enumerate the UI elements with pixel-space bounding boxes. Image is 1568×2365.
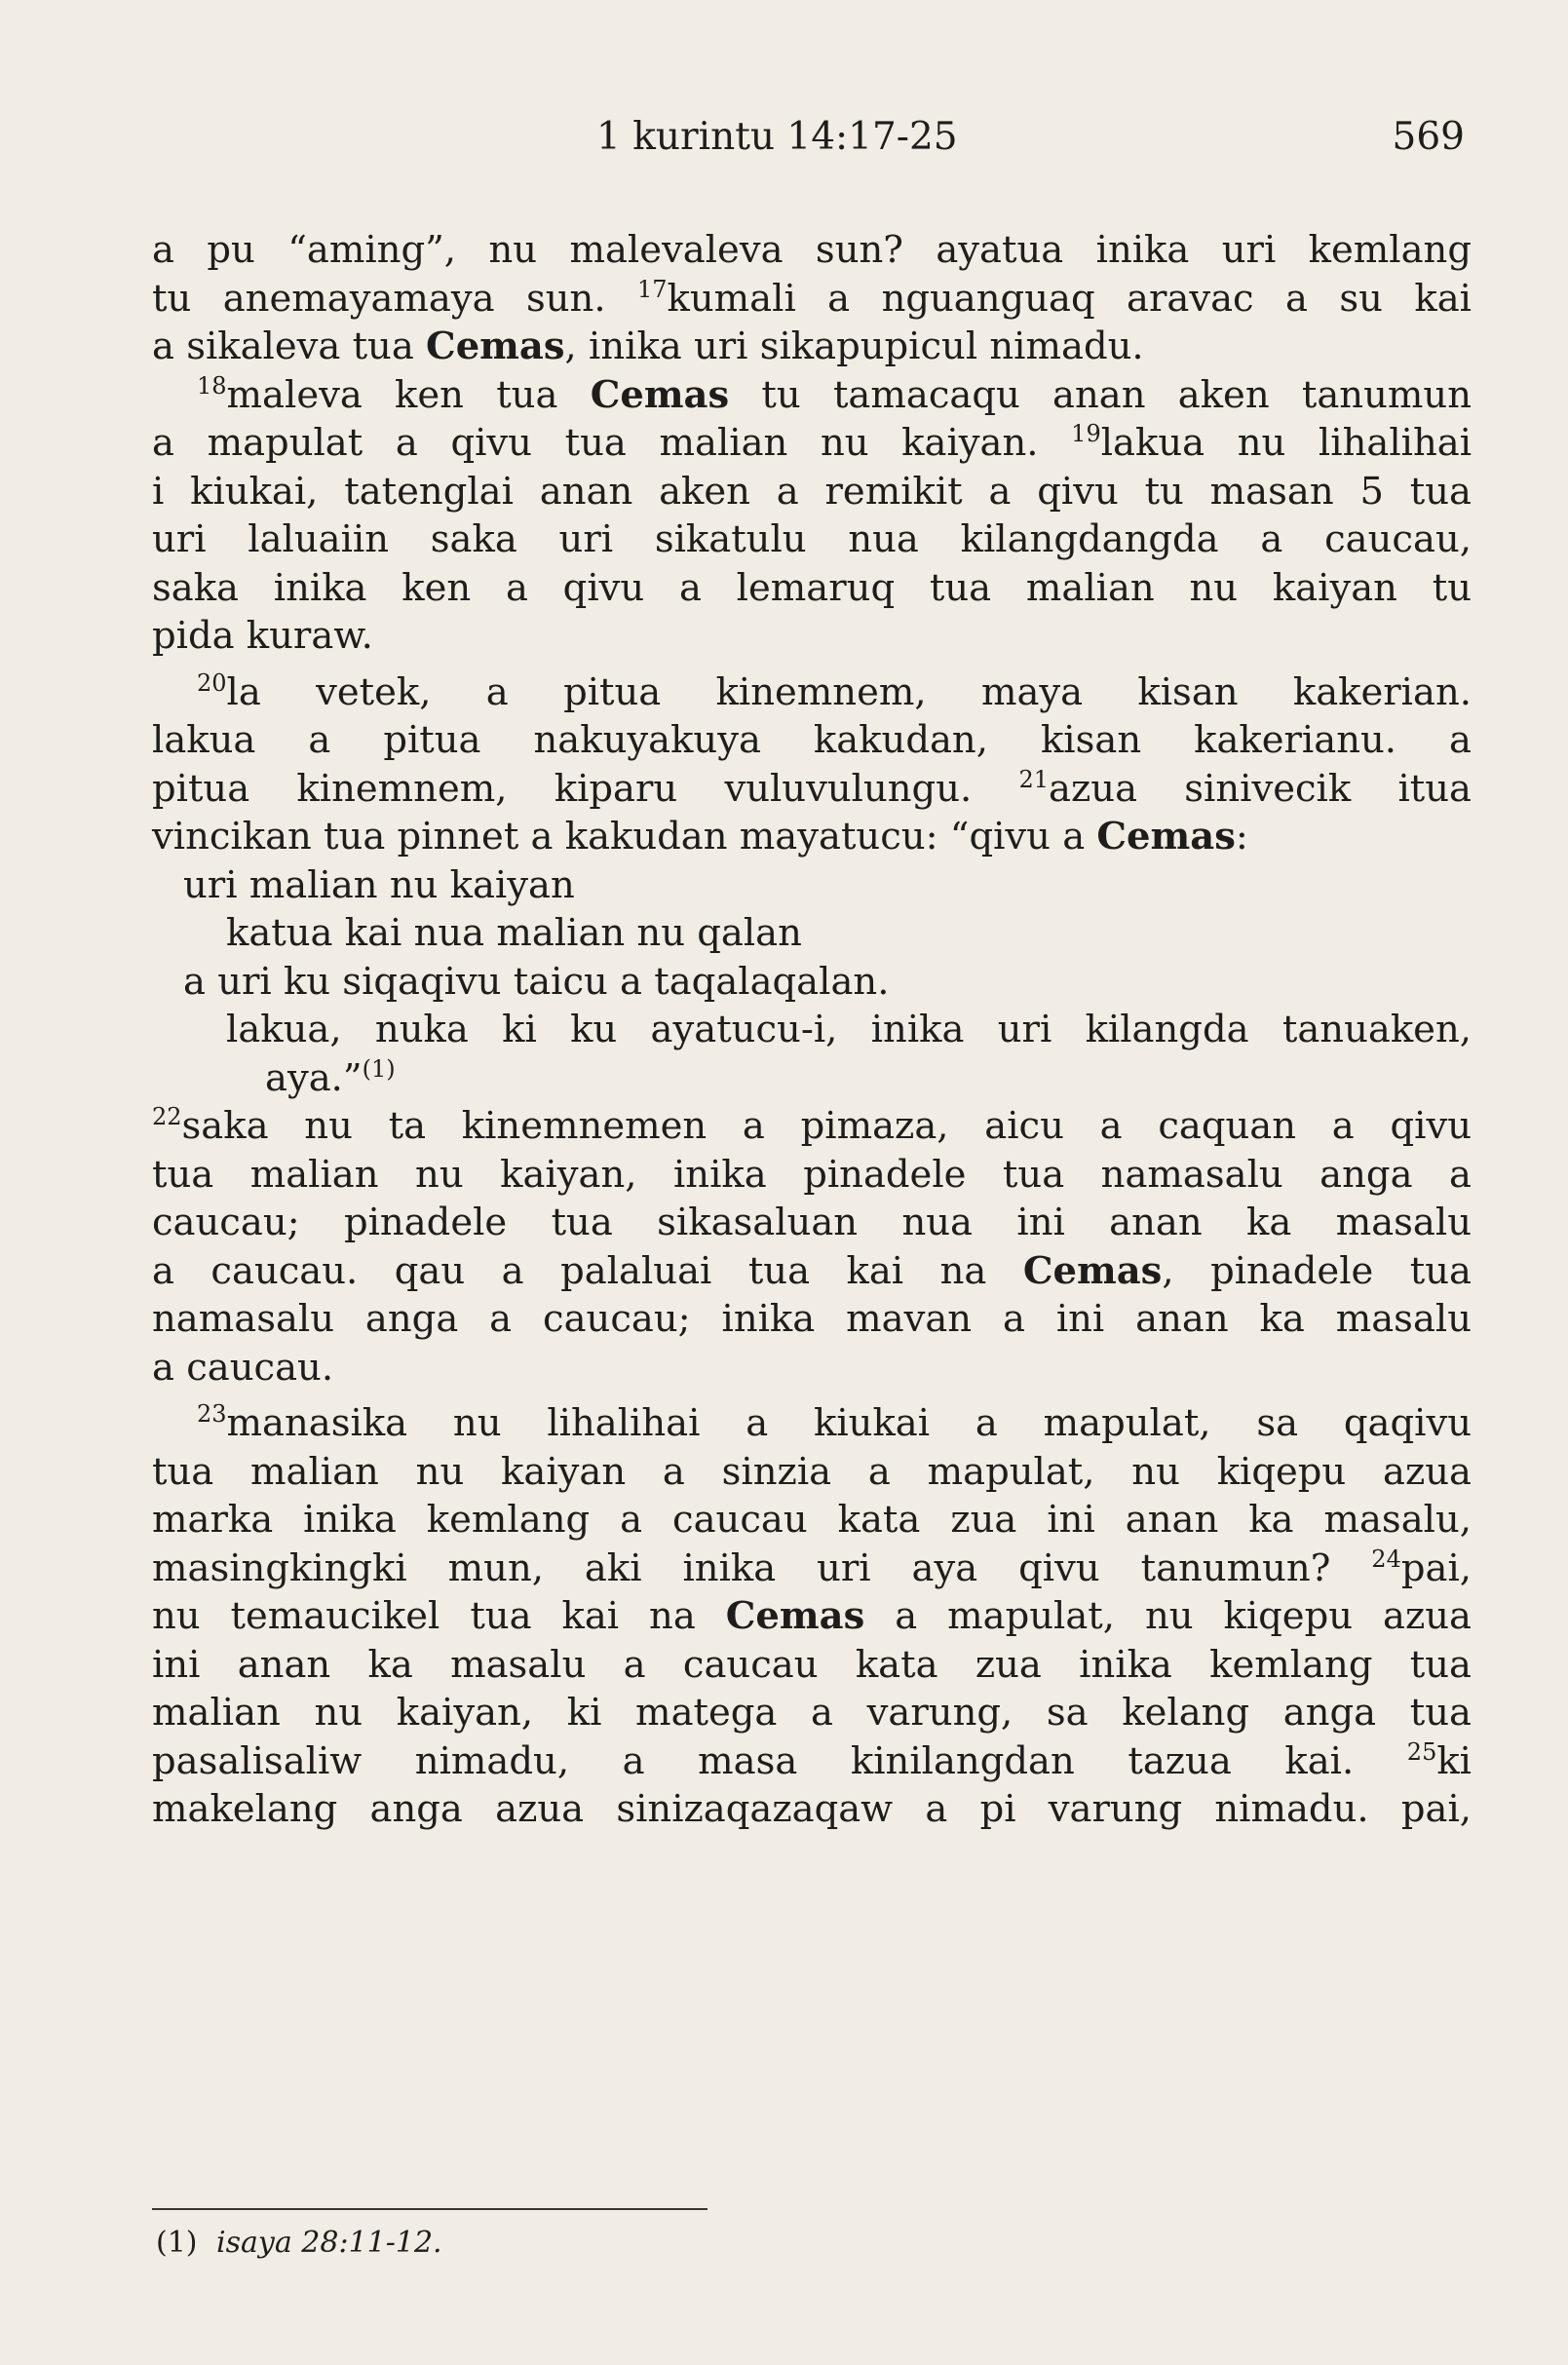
text-line: marka inika kemlang a caucau kata zua ini anan ka masalu, — [152, 1498, 1472, 1542]
text-line: i kiukai, tatenglai anan aken a remikit a qivu tu masan 5 tua — [152, 469, 1472, 514]
text-line: saka inika ken a qivu a lemaruq tua malian nu kaiyan tu — [152, 565, 1472, 610]
text-line: a caucau. qau a palaluai tua kai na Cemas, pinadele tua — [152, 1248, 1472, 1293]
footnote-divider — [152, 2208, 708, 2210]
footnote-marker: (1) — [156, 2226, 198, 2260]
text-line: katua kai nua malian nu qalan — [226, 911, 802, 955]
text-line: pida kuraw. — [152, 614, 373, 658]
footnote — [156, 2226, 442, 2260]
footnote-reference: isaya 28:11-12. — [216, 2226, 442, 2260]
text-line: pasalisaliw nimadu, a masa kinilangdan tazua kai. $^{25}$ki — [152, 1737, 1472, 1783]
text-line: tua malian nu kaiyan, inika pinadele tua namasalu anga a — [152, 1152, 1472, 1197]
text-line: namasalu anga a caucau; inika mavan a ini anan ka masalu — [152, 1297, 1472, 1341]
paragraph-gap — [152, 661, 1472, 668]
text-line: vincikan tua pinnet a kakudan mayatucu: “qivu a Cemas: — [152, 815, 1248, 858]
text-line: pitua kinemnem, kiparu vuluvulungu. $^{21}$azua sinivecik itua — [152, 765, 1472, 811]
text-line: makelang anga azua sinizaqazaqaw a pi varung nimadu. pai, — [152, 1787, 1472, 1831]
text-line: lakua, nuka ki ku ayatucu-i, inika uri kilangda tanuaken, — [226, 1008, 1472, 1051]
paragraph-gap — [152, 1392, 1472, 1399]
text-line: a pu “aming”, nu malevaleva sun? ayatua inika uri kemlang — [152, 228, 1472, 272]
text-line: $^{18}$maleva ken tua Cemas tu tamacaqu anan aken tanumun — [197, 371, 1472, 417]
text-line: a caucau. — [152, 1345, 334, 1390]
text-line: uri laluaiin saka uri sikatulu nua kilangdangda a caucau, — [152, 517, 1472, 561]
text-line: a uri ku siqaqivu taicu a taqalaqalan. — [183, 959, 890, 1004]
text-line: $^{20}$la vetek, a pitua kinemnem, maya kisan kakerian. — [197, 668, 1472, 714]
text-line: ini anan ka masalu a caucau kata zua inika kemlang tua — [152, 1642, 1472, 1687]
body-text — [152, 226, 1472, 1834]
text-line: malian nu kaiyan, ki matega a varung, sa kelang anga tua — [152, 1691, 1472, 1735]
text-line: masingkingki mun, aki inika uri aya qivu tanumun? $^{24}$pai, — [152, 1545, 1472, 1590]
text-line: aya.”$^{(1)}$ — [265, 1054, 396, 1100]
text-line: $^{23}$manasika nu lihalihai a kiukai a mapulat, sa qaqivu — [197, 1400, 1472, 1445]
text-line: caucau; pinadele tua sikasaluan nua ini anan ka masalu — [152, 1201, 1472, 1244]
text-line: a mapulat a qivu tua malian nu kaiyan. $^{19}$lakua nu lihalihai — [152, 420, 1472, 465]
text-line: uri malian nu kaiyan — [183, 862, 575, 907]
page-number: 569 — [1392, 115, 1465, 159]
text-line: nu temaucikel tua kai na Cemas a mapulat, nu kiqepu azua — [152, 1594, 1472, 1638]
running-title: 1 kurintu 14:17-25 — [596, 115, 958, 159]
text-line: lakua a pitua nakuyakuya kakudan, kisan kakerianu. a — [152, 718, 1472, 762]
page-header — [0, 115, 1568, 173]
text-line: tu anemayamaya sun. $^{17}$kumali a nguanguaq aravac a su kai — [152, 275, 1472, 321]
text-line: a sikaleva tua Cemas, inika uri sikapupicul nimadu. — [152, 324, 1144, 368]
text-line: $^{22}$saka nu ta kinemnemen a pimaza, aicu a caquan a qivu — [152, 1103, 1472, 1148]
text-line: tua malian nu kaiyan a sinzia a mapulat, nu kiqepu azua — [152, 1449, 1472, 1494]
